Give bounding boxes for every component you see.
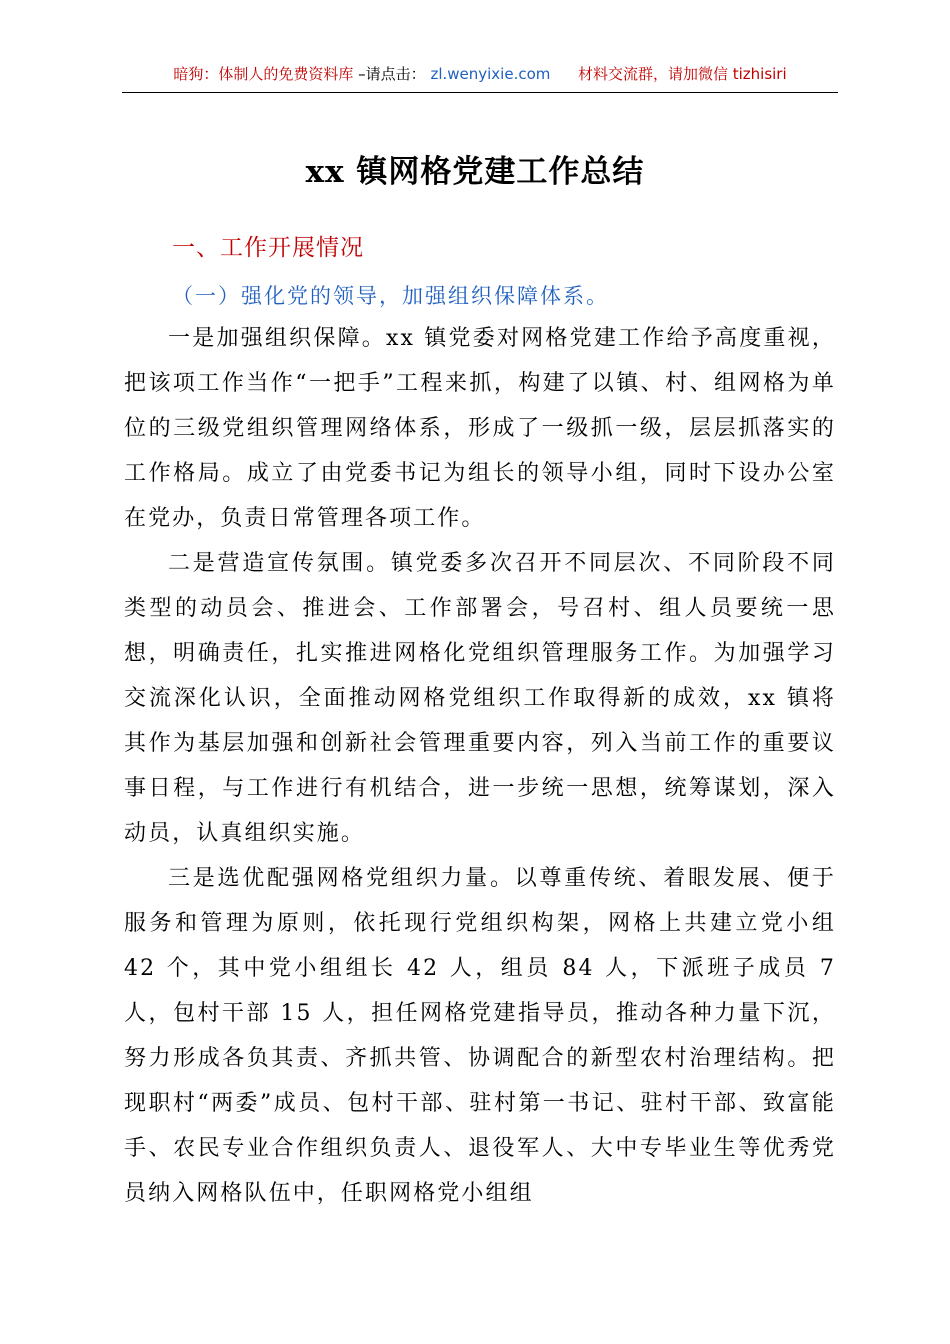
section-heading: 一、工作开展情况 <box>172 235 364 261</box>
document-body <box>124 316 836 1216</box>
document-title: xx 镇网格党建工作总结 <box>305 154 645 190</box>
page-header <box>122 64 838 93</box>
subsection-heading: （一）强化党的领导，加强组织保障体系。 <box>172 284 609 308</box>
paragraph-1: 一是加强组织保障。xx 镇党委对网格党建工作给予高度重视，把该项工作当作“一把手”工程来抓，构建了以镇、村、组网格为单位的三级党组织管理网络体系，形成了一级抓一级，层层抓落实的工作格局。成立了由党委书记为组长的领导小组，同时下设办公室在党办，负责日常管理各项工作。 <box>124 326 836 531</box>
header-click-prefix: –请点击： <box>358 65 426 83</box>
paragraph-2: 二是营造宣传氛围。镇党委多次召开不同层次、不同阶段不同类型的动员会、推进会、工作部署会，号召村、组人员要统一思想，明确责任，扎实推进网格化党组织管理服务工作。为加强学习交流深化认识，全面推动网格党组织工作取得新的成效，xx 镇将其作为基层加强和创新社会管理重要内容，列入当前工作的重要议事日程，与工作进行有机结合，进一步统一思想，统筹谋划，深入动员，认真组织实施。 <box>124 551 836 846</box>
header-url-link[interactable]: zl.wenyixie.com <box>430 65 551 83</box>
header-brand: 暗狗：体制人的免费资料库 <box>173 65 354 83</box>
header-wechat-note: 材料交流群，请加微信 tizhisiri <box>577 65 787 83</box>
paragraph-3: 三是选优配强网格党组织力量。以尊重传统、着眼发展、便于服务和管理为原则，依托现行党组织构架，网格上共建立党小组 42 个，其中党小组组长 42 人，组员 84 人，下派班子成员 7 人，包村干部 15 人，担任网格党建指导员，推动各种力量下沉，努力形成各负其责、齐抓共管、协调配合的新型农村治理结构。把现职村“两委”成员、包村干部、驻村第一书记、驻村干部、致富能手、农民专业合作组织负责人、退役军人、大中专毕业生等优秀党员纳入网格队伍中，任职网格党小组组 <box>124 866 836 1206</box>
